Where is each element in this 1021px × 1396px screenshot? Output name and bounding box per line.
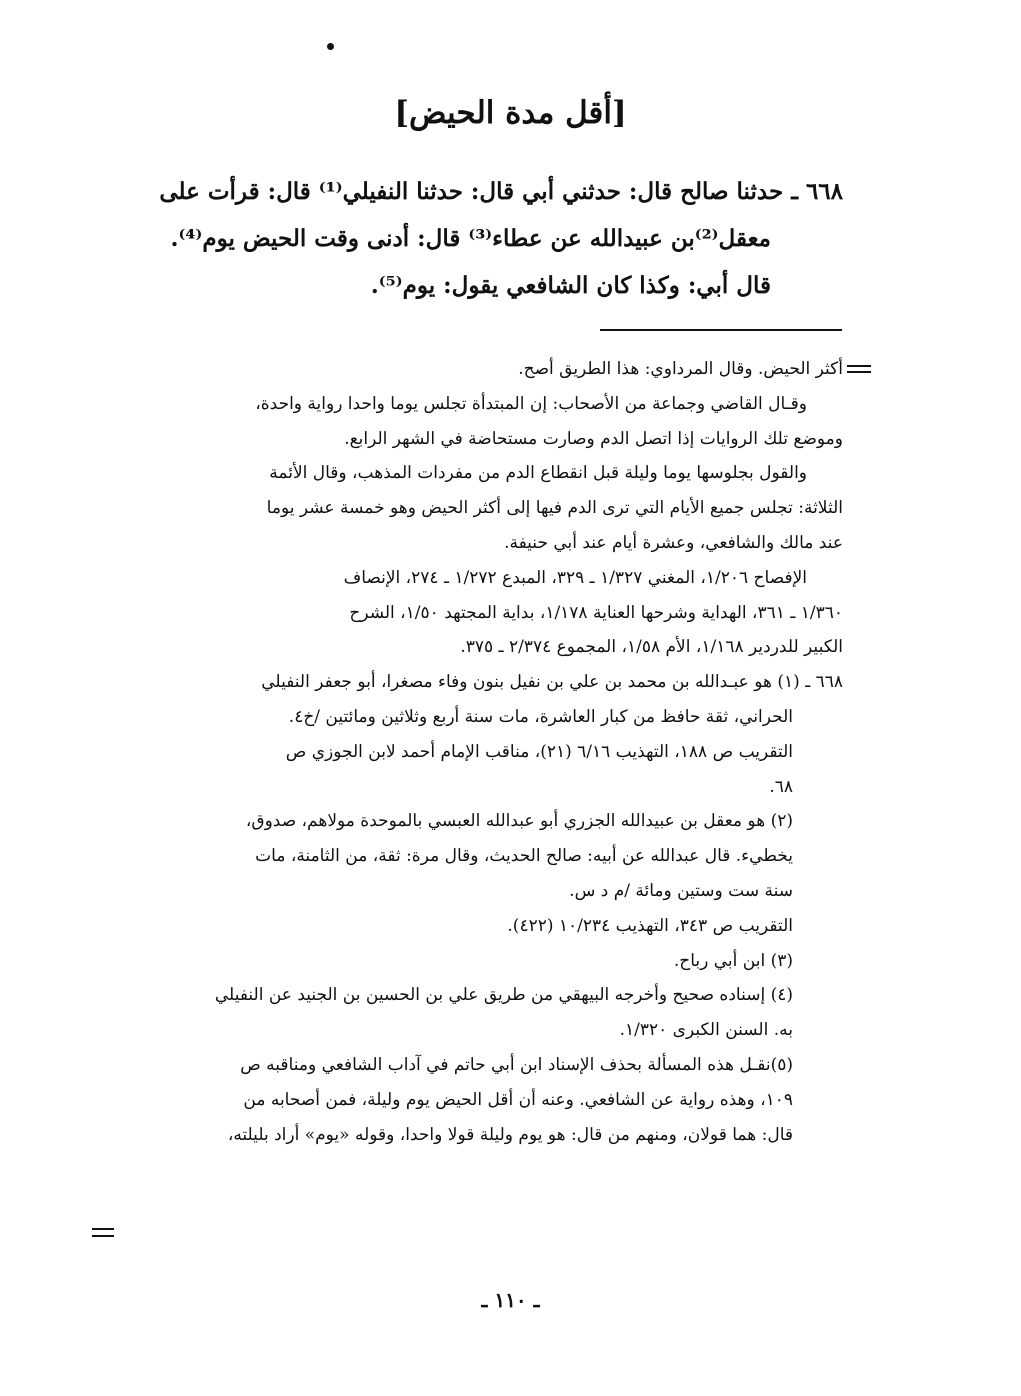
- hadith-line-1-text: حدثنا صالح قال: حدثني أبي قال: حدثنا النفيلي⁽¹⁾ قال: قرأت على: [159, 178, 784, 205]
- footnote-line: ١٠٩، وهذه رواية عن الشافعي. وعنه أن أقل الحيض يوم وليلة، فمن أصحابه من: [243, 1089, 793, 1110]
- footnote-line: يخطيء. قال عبدالله عن أبيه: صالح الحديث، وقال مرة: ثقة، من الثامنة، مات: [255, 846, 793, 867]
- footnote-line: الإفصاح ١/٢٠٦، المغني ١/٣٢٧ ـ ٣٢٩، المبدع ١/٢٧٢ ـ ٢٧٤، الإنصاف: [343, 567, 807, 588]
- footnote-line: التقريب ص ٣٤٣، التهذيب ١٠/٢٣٤ (٤٢٢).: [507, 915, 793, 936]
- section-heading: [أقل مدة الحيض]: [394, 95, 627, 131]
- footnote-line: الحراني، ثقة حافظ من كبار العاشرة، مات سنة أربع وثلاثين ومائتين /خ٤.: [288, 706, 793, 727]
- continuation-mark: [847, 365, 871, 377]
- footnote-line: وموضع تلك الروايات إذا اتصل الدم وصارت مستحاضة في الشهر الرابع.: [344, 428, 843, 449]
- hadith-line-1: [143, 168, 843, 215]
- hadith-text: [143, 168, 843, 309]
- footnote-line: (٤) إسناده صحيح وأخرجه البيهقي من طريق علي بن الحسين بن الجنيد عن النفيلي: [214, 985, 793, 1006]
- footnote-line: والقول بجلوسها يوما وليلة قبل انقطاع الدم من مفردات المذهب، وقال الأئمة: [269, 463, 807, 484]
- footnotes: [131, 352, 843, 1152]
- footnote-line: سنة ست وستين ومائة /م د س.: [569, 880, 793, 901]
- footnote-line: الثلاثة: تجلس جميع الأيام التي ترى الدم فيها إلى أكثر الحيض وهو خمسة عشر يوما: [266, 498, 843, 519]
- footnote-line: التقريب ص ١٨٨، التهذيب ٦/١٦ (٢١)، مناقب الإمام أحمد لابن الجوزي ص: [285, 741, 793, 762]
- footnote-separator: [600, 329, 842, 331]
- hadith-line-2: معقل⁽²⁾بن عبيدالله عن عطاء⁽³⁾ قال: أدنى وقت الحيض يوم⁽⁴⁾.: [170, 225, 771, 252]
- page-number: ـ ١١٠ ـ: [481, 1288, 540, 1312]
- footnote-line: ٦٨.: [769, 776, 793, 797]
- hadith-number: ٦٦٨ ـ: [791, 178, 843, 205]
- continuation-mark-end: [92, 1228, 114, 1242]
- footnote-text: (١) هو عبـدالله بن محمد بن علي بن نفيل بنون وفاء مصغرا، أبو جعفر النفيلي: [261, 672, 800, 693]
- footnote-line: أكثر الحيض. وقال المرداوي: هذا الطريق أصح.: [518, 359, 843, 379]
- footnote-line: ١/٣٦٠ ـ ٣٦١، الهداية وشرحها العناية ١/١٧٨، بداية المجتهد ١/٥٠، الشرح: [349, 602, 843, 623]
- hadith-line-3: قال أبي: وكذا كان الشافعي يقول: يوم⁽⁵⁾.: [370, 272, 771, 299]
- footnote-line: عند مالك والشافعي، وعشرة أيام عند أبي حنيفة.: [504, 532, 843, 553]
- footnote-line: (٥)نقـل هذه المسألة بحذف الإسناد ابن أبي حاتم في آداب الشافعي ومناقبه ص: [240, 1054, 793, 1075]
- footnote-line: الكبير للدردير ١/١٦٨، الأم ١/٥٨، المجموع ٢/٣٧٤ ـ ٣٧٥.: [460, 637, 843, 658]
- footnote-line: قال: هما قولان، ومنهم من قال: هو يوم وليلة قولا واحدا، وقوله «يوم» أراد بليلته،: [227, 1124, 793, 1145]
- footnote-group-number: ٦٦٨ ـ: [805, 672, 843, 693]
- footnote-line: به. السنن الكبرى ١/٣٢٠.: [619, 1020, 793, 1041]
- ink-dot: [327, 43, 334, 50]
- footnote-line: [131, 665, 843, 700]
- footnote-line: وقـال القاضي وجماعة من الأصحاب: إن المبتدأة تجلس يوما واحدا رواية واحدة،: [255, 393, 807, 414]
- footnote-line: (٢) هو معقل بن عبيدالله الجزري أبو عبدالله العبسي بالموحدة مولاهم، صدوق،: [245, 811, 793, 832]
- footnote-line: (٣) ابن أبي رباح.: [673, 950, 793, 971]
